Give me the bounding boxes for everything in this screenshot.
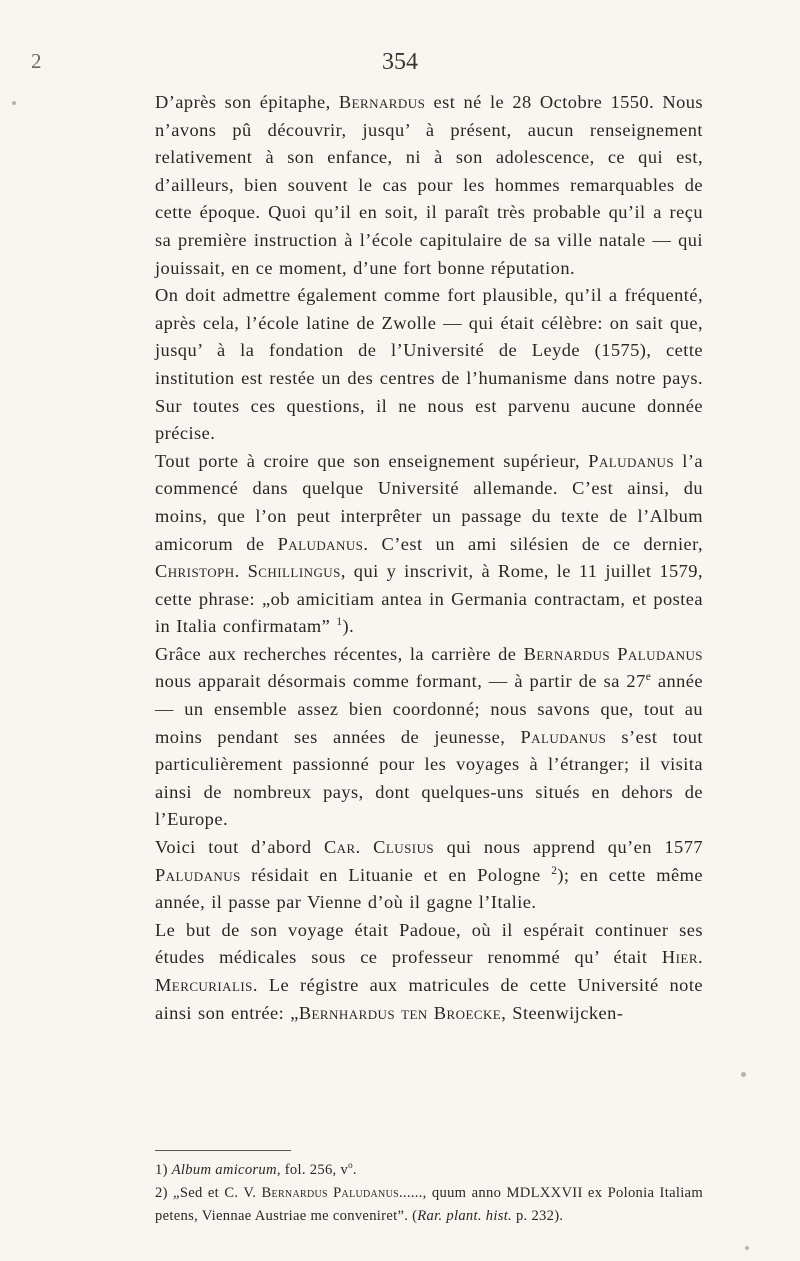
paragraph [155, 282, 703, 448]
text-run: . C’est un ami silésien de ce dernier, [363, 533, 704, 554]
footnote-separator [155, 1150, 291, 1151]
text-run: , qui y inscrivit, à Rome, le 11 juillet 1579, cette phrase: „ob amicitiam antea in Germania contractam, et postea in Italia confirmatam” [155, 561, 703, 637]
text-run: est né le 28 Octobre 1550. Nous n’avons pû découvrir, jusqu’ à présent, aucun renseignement relativement à son enfance, ni à son adolescence, ce qui est, d’ailleurs, bien souvent le cas pour les hommes remarquables de cette époque. Quoi qu’il en soit, il paraît très probable qu’il a reçu sa première instruction à l’école capitulaire de sa ville natale — qui jouissait, en ce moment, d’une fort bonne réputation. [155, 92, 703, 278]
superscript: o [348, 1160, 353, 1171]
paragraph [155, 834, 703, 917]
paragraph [155, 641, 703, 834]
small-caps-name: Hier. Mercurialis [155, 947, 703, 995]
paper-speck [745, 1246, 749, 1250]
text-run: D’après son épitaphe, [155, 92, 339, 112]
text-run: Le but de son voyage était Padoue, où il espérait continuer ses études médicales sous ce professeur renommé qu’ était [155, 919, 703, 968]
italic-title: Rar. plant. hist. [417, 1208, 512, 1224]
body-text [155, 89, 703, 1027]
text-run: ......, quum anno MDLXXVII ex Polonia Italiam petens, Viennae Austriae me conveniret”. ( [155, 1185, 703, 1224]
text-run: Grâce aux recherches récentes, la carrière de [155, 643, 524, 664]
small-caps-name: Bernardus Paludanus [261, 1185, 399, 1201]
text-run: , Steenwijcken- [501, 1002, 624, 1023]
text-run: l’a commencé dans quelque Université allemande. C’est ainsi, du moins, que l’on peut interprêter un passage du texte de l’Album amicorum de [155, 450, 704, 554]
italic-title: Album amicorum [171, 1162, 277, 1178]
small-caps-name: Paludanus [588, 450, 675, 471]
paper-speck [12, 101, 16, 105]
page-number: 354 [382, 49, 418, 75]
text-run: Voici tout d’abord [155, 837, 324, 858]
text-run: On doit admettre également comme fort plausible, qu’il a fréquenté, après cela, l’école latine de Zwolle — qui était célèbre: on sait que, jusqu’ à la fondation de l’Université de Leyde (1575), cette institution est restée un des centres de l’humanisme dans notre pays. Sur toutes ces questions, il ne nous est parvenu aucune donnée précise. [155, 285, 703, 444]
text-run: résidait en Lituanie et en Pologne [240, 864, 552, 885]
page-corner-mark: 2 [31, 49, 42, 73]
text-run: ). [342, 616, 355, 637]
small-caps-name: Paludanus [277, 533, 364, 554]
text-run: . [352, 1162, 357, 1178]
small-caps-name: Bernardus [338, 92, 426, 112]
text-run: Tout porte à croire que son enseignement supérieur, [155, 450, 589, 471]
small-caps-name: Bernhardus ten Broecke [298, 1002, 502, 1023]
text-run: ); en cette même année, il passe par Vienne d’où il gagne l’Italie. [155, 864, 703, 913]
text-run: , fol. 256, v [276, 1162, 349, 1178]
text-run: 1) [155, 1162, 172, 1178]
paragraph [155, 448, 703, 641]
text-run: s’est tout particulièrement passionné pour les voyages à l’étranger; il visita ainsi de nombreux pays, dont quelques-uns situés en dehors de l’Europe. [155, 726, 703, 830]
footnotes [155, 1159, 703, 1228]
paragraph [155, 917, 703, 1027]
superscript: e [645, 671, 652, 684]
text-run: nous apparait désormais comme formant, — à partir de sa 27 [155, 671, 646, 692]
footnote [155, 1182, 703, 1228]
text-run: p. 232). [512, 1208, 564, 1224]
small-caps-name: Christoph. Schillingus [155, 561, 341, 582]
text-run: qui nous apprend qu’en 1577 [434, 837, 703, 858]
text-run: année — un ensemble assez bien coordonné; nous savons que, tout au moins pendant ses années de jeunesse, [155, 671, 703, 747]
paper-speck [741, 1072, 746, 1077]
text-run: . Le régistre aux matricules de cette Université note ainsi son entrée: „ [155, 975, 703, 1023]
small-caps-name: Bernardus Paludanus [523, 643, 703, 664]
small-caps-name: Paludanus [520, 726, 607, 747]
small-caps-name: Paludanus [155, 864, 241, 885]
superscript: 2 [551, 864, 558, 877]
superscript: 1 [336, 616, 343, 629]
footnote [155, 1159, 703, 1182]
text-run: 2) „Sed et C. V. [155, 1185, 262, 1201]
small-caps-name: Car. Clusius [323, 837, 435, 858]
paragraph [155, 89, 703, 282]
